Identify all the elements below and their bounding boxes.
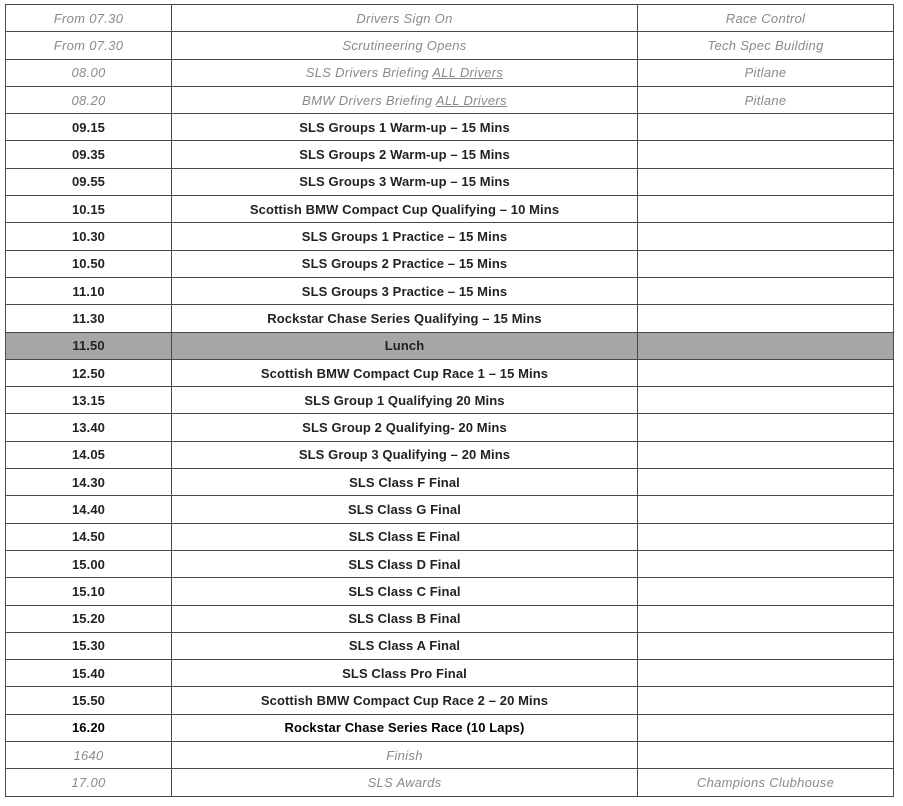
event-cell [172,32,638,59]
event-text: Scottish BMW Compact Cup Qualifying – 10 Mins [249,201,560,217]
schedule-row [6,441,894,468]
event-cell [172,305,638,332]
event-text: SLS Class C Final [348,583,461,599]
location-cell [638,414,894,441]
event-underlined-text: ALL Drivers [432,65,504,81]
time-cell: 15.10 [6,578,172,605]
location-cell: Tech Spec Building [638,32,894,59]
event-cell [172,523,638,550]
schedule-row [6,769,894,796]
event-text: Lunch [384,338,425,354]
schedule-row [6,660,894,687]
time-cell: 08.20 [6,86,172,113]
event-text: SLS Class Pro Final [342,665,467,681]
time-cell: 09.55 [6,168,172,195]
time-cell: 15.20 [6,605,172,632]
schedule-row [6,387,894,414]
time-cell: 08.00 [6,59,172,86]
time-cell: 15.30 [6,632,172,659]
event-text: SLS Groups 2 Practice – 15 Mins [301,256,508,272]
schedule-row [6,223,894,250]
event-text: BMW Drivers Briefing [302,92,436,108]
location-cell: Champions Clubhouse [638,769,894,796]
location-cell [638,523,894,550]
time-cell: 09.35 [6,141,172,168]
event-cell [172,414,638,441]
schedule-row [6,632,894,659]
event-text: SLS Class B Final [348,611,461,627]
time-cell: 10.30 [6,223,172,250]
event-text: SLS Groups 1 Warm-up – 15 Mins [299,119,510,135]
event-text: SLS Class D Final [348,556,461,572]
time-cell: From 07.30 [6,32,172,59]
event-cell [172,223,638,250]
location-cell [638,332,894,359]
location-cell [638,742,894,769]
schedule-row [6,277,894,304]
schedule-row [6,305,894,332]
time-cell: 14.40 [6,496,172,523]
schedule-row [6,5,894,32]
location-cell [638,305,894,332]
time-cell: 11.30 [6,305,172,332]
race-schedule-table [5,4,894,797]
location-cell [638,469,894,496]
schedule-row [6,359,894,386]
time-cell: 14.50 [6,523,172,550]
schedule-row [6,196,894,223]
schedule-row [6,496,894,523]
schedule-row [6,168,894,195]
event-cell [172,86,638,113]
event-cell [172,168,638,195]
event-text: SLS Class A Final [348,638,461,654]
event-cell [172,250,638,277]
event-cell [172,687,638,714]
time-cell: 17.00 [6,769,172,796]
time-cell: 14.30 [6,469,172,496]
schedule-row [6,469,894,496]
event-cell [172,196,638,223]
location-cell [638,387,894,414]
schedule-row [6,523,894,550]
location-cell: Pitlane [638,86,894,113]
event-cell [172,5,638,32]
event-cell [172,114,638,141]
event-cell [172,714,638,741]
event-text: SLS Class E Final [348,529,461,545]
time-cell: 14.05 [6,441,172,468]
event-text: Rockstar Chase Series Qualifying – 15 Mins [267,310,542,326]
location-cell [638,168,894,195]
event-cell [172,550,638,577]
location-cell [638,250,894,277]
event-cell [172,332,638,359]
schedule-row [6,114,894,141]
event-cell [172,660,638,687]
event-cell [172,742,638,769]
event-text: SLS Group 2 Qualifying- 20 Mins [302,420,507,436]
location-cell [638,550,894,577]
schedule-row [6,687,894,714]
location-cell [638,359,894,386]
location-cell: Pitlane [638,59,894,86]
event-cell [172,59,638,86]
location-cell: Race Control [638,5,894,32]
event-text: SLS Group 1 Qualifying 20 Mins [304,392,505,408]
location-cell [638,632,894,659]
schedule-row [6,714,894,741]
event-text: Scottish BMW Compact Cup Race 1 – 15 Mins [260,365,549,381]
location-cell [638,578,894,605]
time-cell: 11.10 [6,277,172,304]
event-text: SLS Groups 3 Warm-up – 15 Mins [299,174,510,190]
schedule-row [6,414,894,441]
location-cell [638,223,894,250]
schedule-row [6,59,894,86]
schedule-row [6,86,894,113]
event-text: SLS Groups 3 Practice – 15 Mins [301,283,508,299]
event-cell [172,469,638,496]
event-text: SLS Class F Final [349,474,460,490]
event-text: SLS Groups 2 Warm-up – 15 Mins [299,147,510,163]
event-text: Scrutineering Opens [342,37,467,53]
time-cell: 11.50 [6,332,172,359]
event-text: SLS Groups 1 Practice – 15 Mins [301,229,508,245]
event-underlined-text: ALL Drivers [435,92,507,108]
time-cell: 10.50 [6,250,172,277]
event-text: SLS Class G Final [348,501,461,517]
event-text: Finish [386,747,423,763]
event-text: SLS Awards [367,774,442,790]
schedule-row [6,332,894,359]
time-cell: 15.40 [6,660,172,687]
event-text: SLS Drivers Briefing [305,65,433,81]
event-cell [172,632,638,659]
time-cell: 15.50 [6,687,172,714]
location-cell [638,141,894,168]
event-cell [172,769,638,796]
event-cell [172,605,638,632]
location-cell [638,687,894,714]
event-cell [172,141,638,168]
schedule-row [6,742,894,769]
event-cell [172,441,638,468]
event-cell [172,277,638,304]
schedule-row [6,141,894,168]
schedule-row [6,250,894,277]
event-cell [172,359,638,386]
schedule-row [6,578,894,605]
schedule-row [6,550,894,577]
location-cell [638,660,894,687]
time-cell: From 07.30 [6,5,172,32]
event-text: Scottish BMW Compact Cup Race 2 – 20 Mins [260,693,549,709]
location-cell [638,441,894,468]
event-text: SLS Group 3 Qualifying – 20 Mins [298,447,511,463]
location-cell [638,114,894,141]
time-cell: 1640 [6,742,172,769]
event-cell [172,578,638,605]
time-cell: 12.50 [6,359,172,386]
schedule-body [6,5,894,797]
time-cell: 13.40 [6,414,172,441]
event-cell [172,387,638,414]
location-cell [638,496,894,523]
time-cell: 15.00 [6,550,172,577]
time-cell: 13.15 [6,387,172,414]
event-text: Rockstar Chase Series Race (10 Laps) [284,720,525,736]
event-text: Drivers Sign On [356,10,453,26]
time-cell: 09.15 [6,114,172,141]
schedule-row [6,605,894,632]
time-cell: 10.15 [6,196,172,223]
event-cell [172,496,638,523]
location-cell [638,196,894,223]
time-cell: 16.20 [6,714,172,741]
location-cell [638,277,894,304]
schedule-row [6,32,894,59]
location-cell [638,714,894,741]
location-cell [638,605,894,632]
